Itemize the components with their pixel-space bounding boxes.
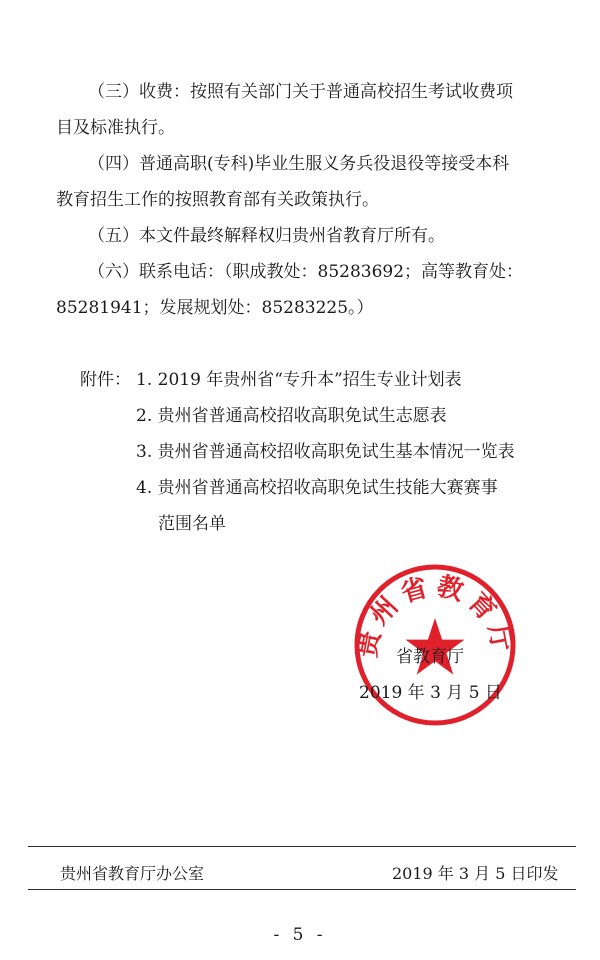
- para-4-line-2: 教育招生工作的按照教育部有关政策执行。: [56, 190, 379, 210]
- para-6-line-2: 85281941；发展规划处：85283225。）: [56, 298, 374, 318]
- para-3-line-2: 目及标准执行。: [56, 118, 175, 138]
- footer-issue-date: 2019 年 3 月 5 日印发: [392, 864, 559, 883]
- attachment-item-4: 4. 贵州省普通高校招收高职免试生技能大赛赛事: [136, 478, 498, 498]
- attachment-item-4-continued: 范围名单: [158, 514, 226, 534]
- signature-date: 2019 年 3 月 5 日: [359, 683, 502, 703]
- footer-issuer: 贵州省教育厅办公室: [60, 864, 205, 883]
- signature-org: 省教育厅: [396, 647, 464, 667]
- para-4-line-1: （四）普通高职(专科)毕业生服义务兵役退役等接受本科: [88, 154, 510, 174]
- para-3-line-1: （三）收费：按照有关部门关于普通高校招生考试收费项: [88, 82, 513, 102]
- attachment-item-3: 3. 贵州省普通高校招收高职免试生基本情况一览表: [136, 442, 515, 462]
- attachment-item-2: 2. 贵州省普通高校招收高职免试生志愿表: [136, 406, 447, 426]
- attachments-label: 附件：: [80, 370, 131, 390]
- para-6-line-1: （六）联系电话：（职成教处：85283692；高等教育处：: [88, 262, 524, 282]
- para-5-line-1: （五）本文件最终解释权归贵州省教育厅所有。: [88, 226, 445, 246]
- footer-bottom-rule: [28, 889, 576, 890]
- attachment-item-1: 1. 2019 年贵州省“专升本”招生专业计划表: [136, 370, 462, 390]
- footer-top-rule: [28, 846, 576, 847]
- page-number: - 5 -: [273, 925, 327, 945]
- seal-text: 贵州省教育厅: [352, 571, 518, 660]
